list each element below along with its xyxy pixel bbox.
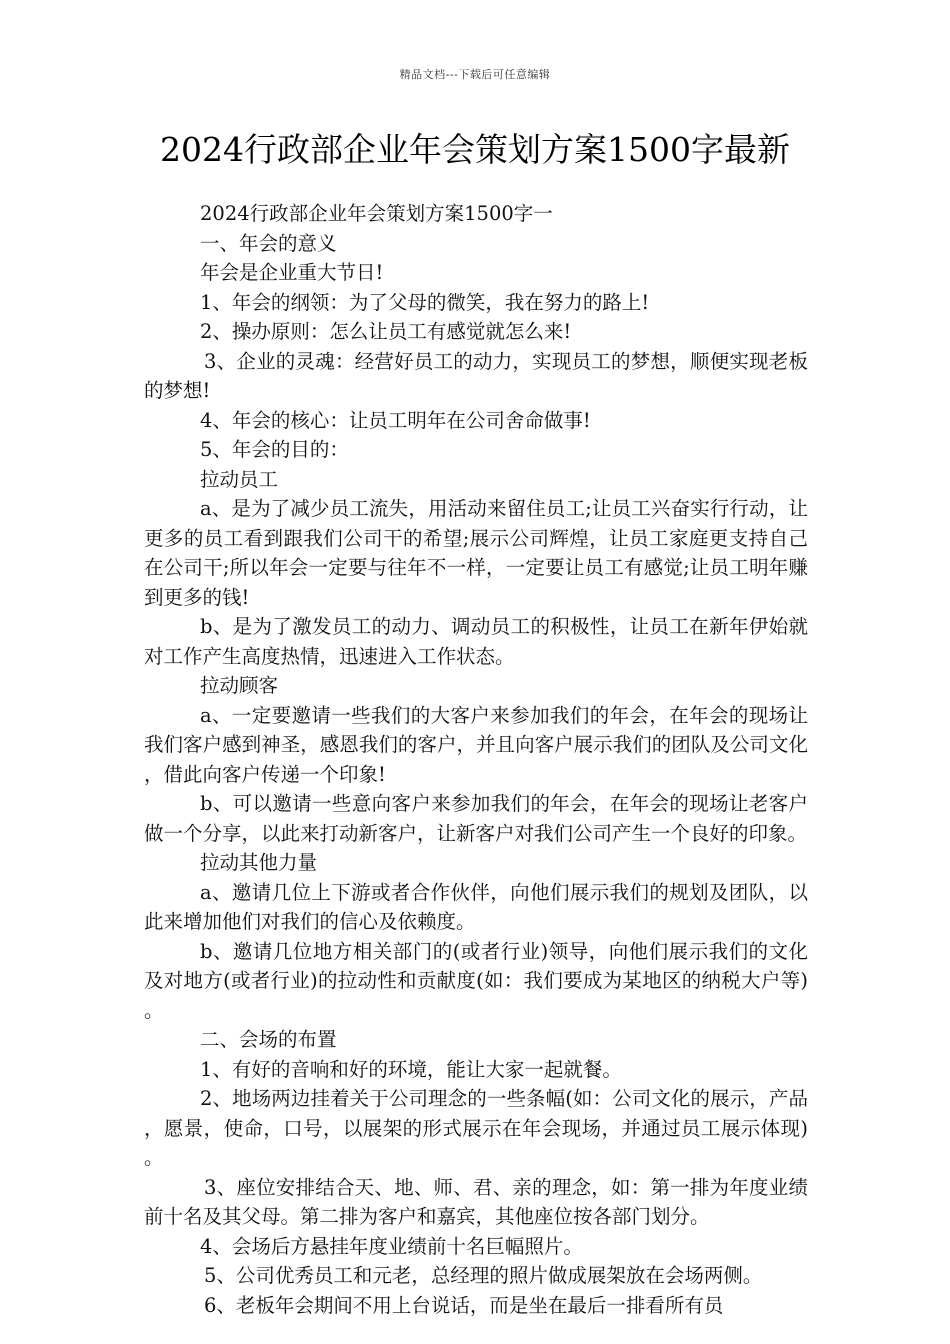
- body-paragraph: 3、企业的灵魂：经营好员工的动力，实现员工的梦想，顺便实现老板的梦想!: [144, 349, 808, 402]
- body-paragraph: a、是为了减少员工流失，用活动来留住员工;让员工兴奋实行行动，让更多的员工看到跟我们公司干的希望;展示公司辉煌，让员工家庭更支持自己在公司干;所以年会一定要与往年不一样，一定要让员工有感觉;让员工明年赚到更多的钱!: [144, 497, 808, 609]
- body-paragraph: 二、会场的布置: [200, 1028, 337, 1051]
- body-paragraph: 2、操办原则：怎么让员工有感觉就怎么来!: [200, 320, 572, 343]
- body-paragraph: 4、年会的核心：让员工明年在公司舍命做事!: [200, 408, 591, 432]
- body-paragraph: 2024行政部企业年会策划方案1500字一: [200, 202, 553, 225]
- body-paragraph: 2、地场两边挂着关于公司理念的一些条幅(如：公司文化的展示，产品，愿景，使命，口号，以展架的形式展示在年会现场，并通过员工展示体现)。: [144, 1087, 808, 1169]
- body-paragraph: 拉动顾客: [200, 674, 279, 697]
- body-paragraph: b、邀请几位地方相关部门的(或者行业)领导，向他们展示我们的文化及对地方(或者行业)的拉动性和贡献度(如：我们要成为某地区的纳税大户等)。: [144, 939, 808, 1022]
- body-paragraph: 一、年会的意义: [200, 231, 337, 255]
- body-paragraph: 5、公司优秀员工和元老，总经理的照片做成展架放在会场两侧。: [204, 1264, 763, 1287]
- document-title: 2024行政部企业年会策划方案1500字最新: [160, 130, 790, 169]
- body-paragraph: 3、座位安排结合天、地、师、君、亲的理念，如：第一排为年度业绩前十名及其父母。第二排为客户和嘉宾，其他座位按各部门划分。: [144, 1175, 808, 1228]
- body-paragraph: a、一定要邀请一些我们的大客户来参加我们的年会，在年会的现场让我们客户感到神圣，感恩我们的客户，并且向客户展示我们的团队及公司文化，借此向客户传递一个印象!: [144, 703, 808, 786]
- page-header-note: 精品文档---下载后可任意编辑: [399, 68, 551, 81]
- body-paragraph: b、是为了激发员工的动力、调动员工的积极性，让员工在新年伊始就对工作产生高度热情，迅速进入工作状态。: [144, 615, 808, 668]
- body-paragraph: 拉动员工: [200, 467, 279, 491]
- body-paragraph: 1、年会的纲领：为了父母的微笑，我在努力的路上!: [200, 290, 650, 314]
- body-paragraph: 5、年会的目的：: [200, 438, 349, 461]
- body-paragraph: 4、会场后方悬挂年度业绩前十名巨幅照片。: [200, 1234, 583, 1258]
- body-paragraph: 拉动其他力量: [200, 851, 318, 874]
- body-paragraph: b、可以邀请一些意向客户来参加我们的年会，在年会的现场让老客户做一个分享，以此来打动新客户，让新客户对我们公司产生一个良好的印象。: [144, 792, 808, 845]
- body-paragraph: 年会是企业重大节日!: [200, 261, 384, 284]
- document-body: [144, 199, 808, 1320]
- body-paragraph: a、邀请几位上下游或者合作伙伴，向他们展示我们的规划及团队，以此来增加他们对我们的信心及依赖度。: [144, 880, 808, 933]
- body-paragraph: 1、有好的音响和好的环境，能让大家一起就餐。: [200, 1057, 622, 1081]
- body-paragraph: 6、老板年会期间不用上台说话，而是坐在最后一排看所有员: [204, 1293, 724, 1317]
